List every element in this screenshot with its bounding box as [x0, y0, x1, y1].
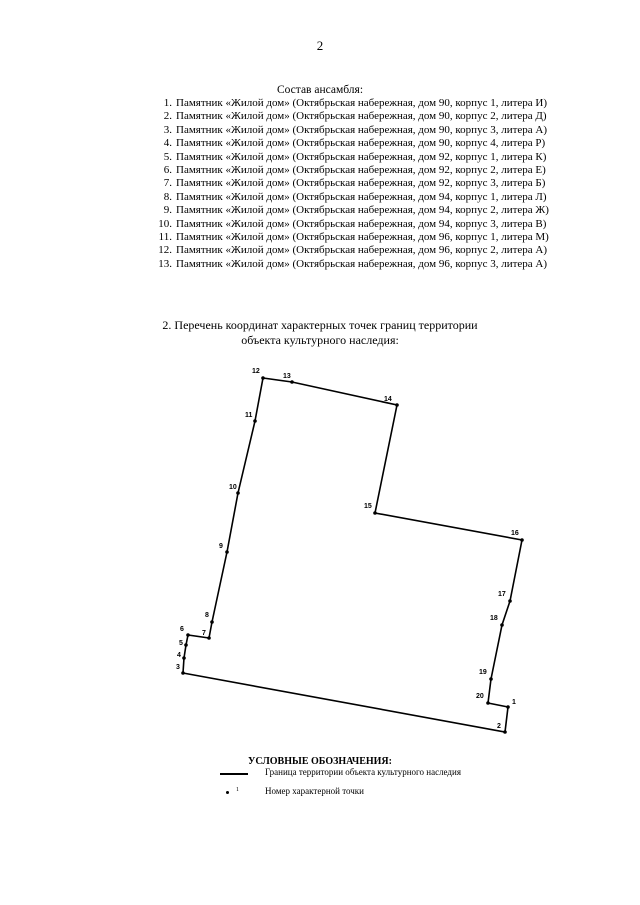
ensemble-item-number: 7. [163, 177, 172, 190]
boundary-point-label: 5 [179, 640, 183, 647]
boundary-point-marker [373, 511, 377, 515]
boundary-point-label: 3 [176, 664, 180, 671]
ensemble-item-text: Памятник «Жилой дом» (Октябрьская набережная, дом 90, корпус 2, литера Д) [176, 110, 547, 123]
boundary-point-marker [253, 419, 257, 423]
ensemble-item-number: 11. [158, 231, 172, 244]
ensemble-item-text: Памятник «Жилой дом» (Октябрьская набережная, дом 92, корпус 2, литера Е) [176, 164, 546, 177]
ensemble-item-number: 9. [163, 204, 172, 217]
ensemble-item-number: 5. [163, 150, 172, 163]
ensemble-item-text: Памятник «Жилой дом» (Октябрьская набережная, дом 94, корпус 1, литера Л) [176, 190, 547, 203]
ensemble-item-number: 12. [158, 244, 172, 257]
boundary-point-label: 8 [205, 612, 209, 619]
boundary-point-label: 13 [283, 373, 291, 380]
ensemble-item-number: 1. [163, 97, 172, 109]
ensemble-item-text: Памятник «Жилой дом» (Октябрьская набережная, дом 92, корпус 1, литера К) [176, 150, 547, 163]
boundary-point-marker [182, 656, 186, 660]
boundary-point-label: 1 [512, 699, 516, 706]
ensemble-title: Состав ансамбля: [276, 84, 364, 96]
ensemble-item-text: Памятник «Жилой дом» (Октябрьская набережная, дом 94, корпус 3, литера В) [176, 217, 547, 230]
ensemble-item-text: Памятник «Жилой дом» (Октябрьская набережная, дом 92, корпус 3, литера Б) [176, 177, 546, 190]
boundary-point-label: 14 [384, 396, 392, 403]
boundary-point-label: 18 [490, 615, 498, 622]
legend-title: УСЛОВНЫЕ ОБОЗНАЧЕНИЯ: [248, 756, 392, 767]
boundary-point-marker [506, 705, 510, 709]
boundary-point-marker [207, 636, 211, 640]
boundary-point-label: 15 [364, 503, 372, 510]
boundary-point-marker [500, 623, 504, 627]
section-title-line-2: объекта культурного наследия: [241, 333, 399, 347]
section-title-line-1: 2. Перечень координат характерных точек границ территории [162, 318, 478, 332]
boundary-point-marker [290, 380, 294, 384]
boundary-point-marker [261, 376, 265, 380]
boundary-point-label: 6 [180, 626, 184, 633]
boundary-point-marker [184, 643, 188, 647]
boundary-point-label: 20 [476, 693, 484, 700]
boundary-point-marker [186, 633, 190, 637]
boundary-point-marker [486, 701, 490, 705]
ensemble-item-text: Памятник «Жилой дом» (Октябрьская набережная, дом 96, корпус 1, литера М) [176, 231, 549, 244]
boundary-point-marker [225, 550, 229, 554]
ensemble-item-text: Памятник «Жилой дом» (Октябрьская набережная, дом 90, корпус 1, литера И) [176, 97, 548, 109]
boundary-point-marker [489, 677, 493, 681]
boundary-point-marker [395, 403, 399, 407]
boundary-point-label: 12 [252, 368, 260, 375]
boundary-point-marker [181, 671, 185, 675]
legend-point-sample: 1 [236, 787, 239, 793]
ensemble-item-number: 10. [158, 217, 172, 230]
boundary-point-label: 11 [245, 412, 253, 419]
legend-boundary-label: Граница территории объекта культурного наследия [265, 767, 461, 777]
legend-point-dot-icon [226, 791, 229, 794]
boundary-line [183, 378, 522, 732]
legend-point-label: Номер характерной точки [265, 786, 364, 796]
ensemble-item-text: Памятник «Жилой дом» (Октябрьская набережная, дом 96, корпус 3, литера А) [176, 257, 548, 270]
boundary-point-marker [210, 620, 214, 624]
boundary-point-label: 2 [497, 723, 501, 730]
ensemble-item-number: 2. [163, 110, 172, 123]
ensemble-item-text: Памятник «Жилой дом» (Октябрьская набережная, дом 96, корпус 2, литера А) [176, 244, 548, 257]
boundary-point-label: 7 [202, 630, 206, 637]
boundary-point-marker [503, 730, 507, 734]
ensemble-item-number: 4. [163, 137, 172, 150]
boundary-point-marker [236, 491, 240, 495]
boundary-point-label: 4 [177, 652, 181, 659]
page-number: 2 [316, 38, 324, 53]
boundary-point-label: 16 [511, 530, 519, 537]
ensemble-item-number: 6. [163, 164, 172, 177]
ensemble-item-number: 8. [163, 190, 172, 203]
ensemble-item-text: Памятник «Жилой дом» (Октябрьская набережная, дом 90, корпус 3, литера А) [176, 123, 548, 136]
ensemble-item-number: 3. [163, 123, 172, 136]
legend-boundary-line [220, 773, 248, 775]
boundary-point-label: 19 [479, 669, 487, 676]
ensemble-item-number: 13. [158, 257, 172, 270]
boundary-point-label: 17 [498, 591, 506, 598]
boundary-point-label: 9 [219, 543, 223, 550]
ensemble-item-text: Памятник «Жилой дом» (Октябрьская набережная, дом 90, корпус 4, литера Р) [176, 137, 546, 150]
boundary-points [176, 368, 524, 734]
boundary-point-marker [520, 538, 524, 542]
boundary-point-label: 10 [229, 484, 237, 491]
ensemble-item-text: Памятник «Жилой дом» (Октябрьская набережная, дом 94, корпус 2, литера Ж) [176, 204, 549, 217]
boundary-point-marker [508, 599, 512, 603]
